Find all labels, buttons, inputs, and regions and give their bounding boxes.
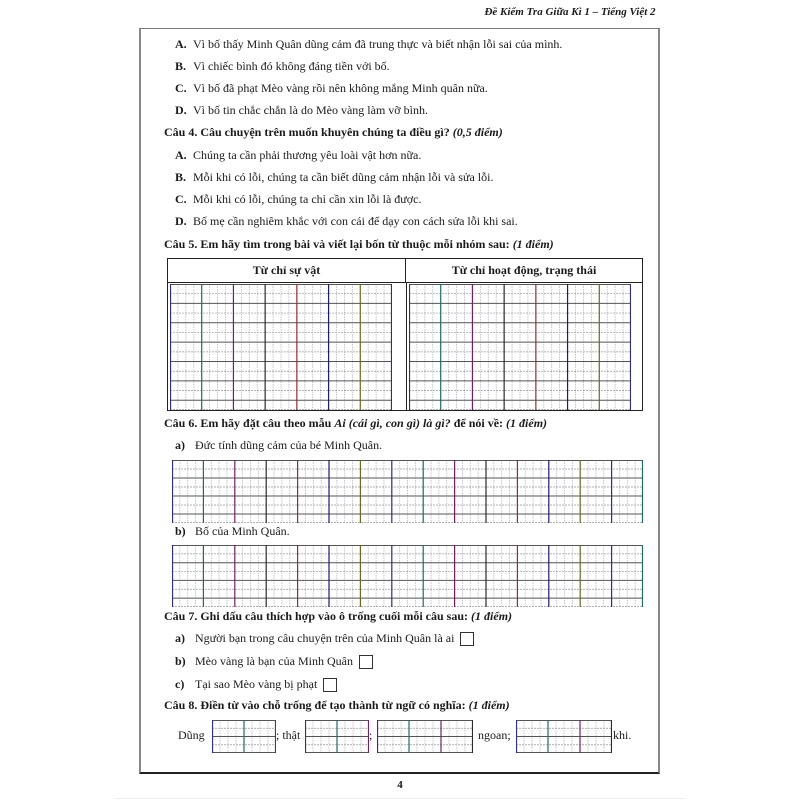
- q8-blank-3[interactable]: [377, 720, 473, 753]
- q8-word-semicolon: ;: [369, 728, 373, 742]
- option-letter: B.: [175, 59, 187, 73]
- q5-column-header-verbs: Từ chỉ hoạt động, trạng thái: [406, 259, 642, 283]
- punctuation-box[interactable]: [460, 632, 474, 646]
- item-text: Người bạn trong câu chuyện trên của Minh Quân là ai: [195, 631, 455, 645]
- option-text: Mỗi khi có lỗi, chúng ta cần biết dũng cảm nhận lỗi và sửa lỗi.: [193, 170, 494, 184]
- item-letter: a): [175, 631, 185, 645]
- punctuation-box[interactable]: [359, 655, 373, 669]
- q6-heading: [164, 416, 547, 430]
- q8-title: Câu 8. Điền từ vào chỗ trống để tạo thành từ ngữ có nghĩa:: [164, 698, 466, 712]
- q8-heading: [164, 698, 510, 712]
- option-text: Vì bố thấy Minh Quân dũng cảm đã trung thực và biết nhận lỗi sai của mình.: [193, 37, 563, 51]
- q3-option-a: [175, 37, 562, 51]
- q6-pattern: Ai (cái gì, con gì) là gì?: [334, 416, 451, 430]
- q6-title-prefix: Câu 6. Em hãy đặt câu theo mẫu: [164, 416, 332, 430]
- punctuation-box[interactable]: [323, 678, 337, 692]
- option-text: Vì bố đã phạt Mèo vàng rồi nên không mắng Minh quân nữa.: [193, 81, 488, 95]
- option-letter: D.: [175, 103, 187, 117]
- q8-blank-2[interactable]: [305, 720, 369, 753]
- q5-heading: [164, 237, 554, 251]
- q4-heading: [164, 125, 503, 139]
- option-letter: A.: [175, 148, 187, 162]
- q4-option-a: [175, 148, 421, 162]
- item-letter: b): [175, 524, 186, 538]
- option-letter: B.: [175, 170, 187, 184]
- q8-word-dung: Dũng: [178, 728, 205, 742]
- q5-column-header-nouns: Từ chỉ sự vật: [168, 259, 406, 283]
- q8-word-khi: khi.: [613, 728, 632, 742]
- page-header-title: Đề Kiểm Tra Giữa Kì 1 – Tiếng Việt 2: [484, 6, 656, 18]
- q6b-writing-grid[interactable]: [172, 545, 643, 607]
- item-text: Đức tính dũng cảm của bé Minh Quân.: [195, 438, 383, 452]
- q5-writing-grid-right[interactable]: [409, 284, 631, 410]
- option-letter: C.: [175, 81, 187, 95]
- q7-item-c: [175, 677, 337, 692]
- option-text: Vì chiếc bình đó không đáng tiền với bố.: [193, 59, 390, 73]
- item-letter: a): [175, 438, 185, 452]
- page-number: 4: [397, 779, 403, 791]
- q8-blank-1[interactable]: [212, 720, 276, 753]
- q7-heading: [164, 609, 512, 623]
- q6-item-b: [175, 524, 290, 538]
- q6-title-suffix: để nói về:: [453, 416, 504, 430]
- q5-points: (1 điểm): [512, 237, 554, 251]
- option-letter: C.: [175, 192, 187, 206]
- option-text: Vì bố tin chắc chắn là do Mèo vàng làm vỡ bình.: [193, 103, 428, 117]
- item-letter: c): [175, 677, 185, 691]
- q5-writing-grid-left[interactable]: [170, 284, 392, 410]
- q3-option-d: [175, 103, 428, 117]
- q6-item-a: [175, 438, 382, 452]
- q5-title: Câu 5. Em hãy tìm trong bài và viết lại bốn từ thuộc mỗi nhóm sau:: [164, 237, 510, 251]
- q7-item-b: [175, 654, 373, 669]
- q4-points: (0,5 điểm): [452, 125, 503, 139]
- option-letter: A.: [175, 37, 187, 51]
- item-letter: b): [175, 654, 186, 668]
- q8-points: (1 điểm): [468, 698, 510, 712]
- q7-title: Câu 7. Ghi dấu câu thích hợp vào ô trống cuối mỗi câu sau:: [164, 609, 469, 623]
- item-text: Tại sao Mèo vàng bị phạt: [195, 677, 318, 691]
- q8-word-that: ; thật: [276, 728, 301, 742]
- item-text: Bố của Minh Quân.: [195, 524, 290, 538]
- q8-blank-4[interactable]: [516, 720, 612, 753]
- q3-option-c: [175, 81, 488, 95]
- column-divider: [406, 283, 407, 410]
- q6a-writing-grid[interactable]: [172, 460, 643, 523]
- option-text: Bố mẹ cần nghiêm khắc với con cái để dạy con cách sửa lỗi khi sai.: [193, 214, 518, 228]
- q4-option-c: [175, 192, 421, 206]
- option-letter: D.: [175, 214, 187, 228]
- q4-title: Câu 4. Câu chuyện trên muốn khuyên chúng ta điều gì?: [164, 125, 450, 139]
- q6-points: (1 điểm): [506, 416, 548, 430]
- item-text: Mèo vàng là bạn của Minh Quân: [195, 654, 353, 668]
- option-text: Chúng ta cần phải thương yêu loài vật hơn nữa.: [193, 148, 422, 162]
- q7-points: (1 điểm): [471, 609, 513, 623]
- q4-option-d: [175, 214, 518, 228]
- option-text: Mỗi khi có lỗi, chúng ta chỉ cần xin lỗi là được.: [193, 192, 422, 206]
- q8-word-ngoan: ngoan;: [478, 728, 511, 742]
- q7-item-a: [175, 631, 474, 646]
- q3-option-b: [175, 59, 390, 73]
- page-edge: [115, 798, 685, 799]
- q4-option-b: [175, 170, 493, 184]
